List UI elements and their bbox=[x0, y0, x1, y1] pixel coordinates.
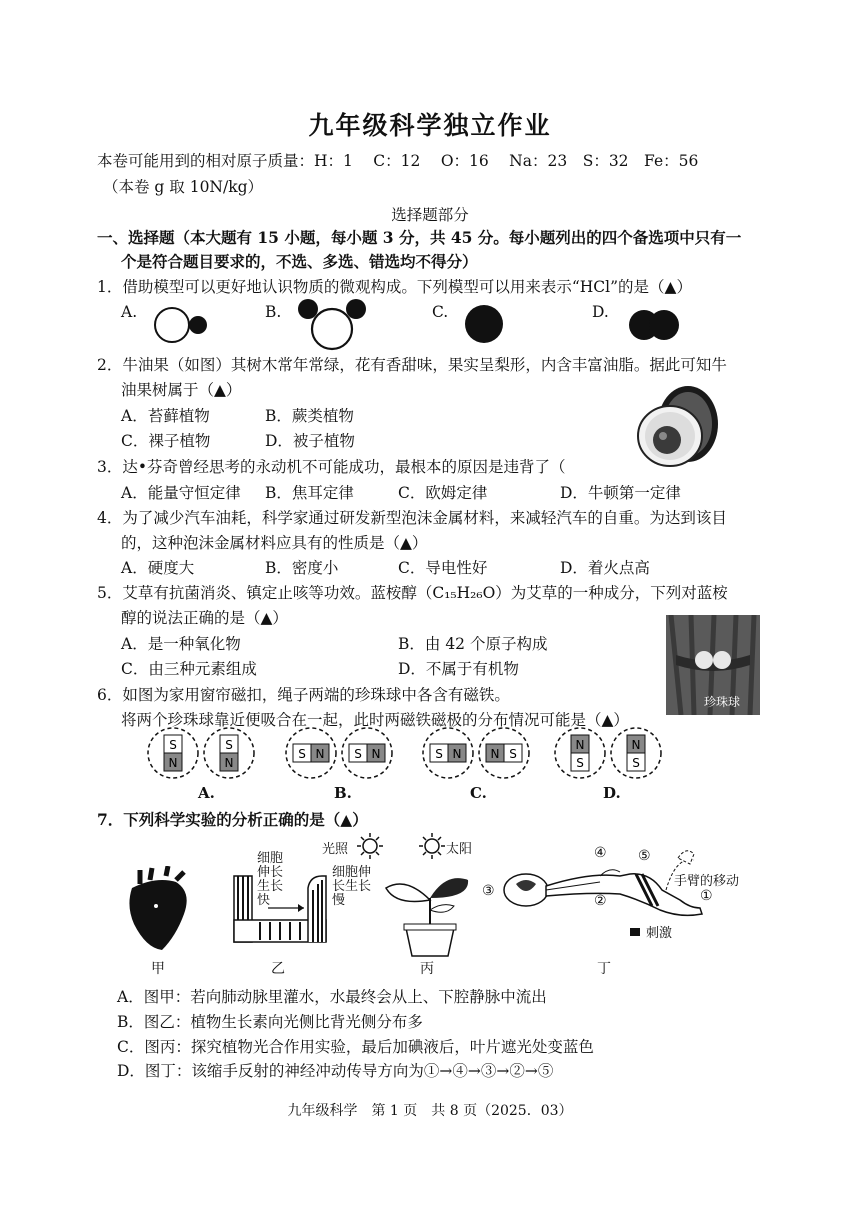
q6-label-a: A. bbox=[198, 784, 215, 802]
q6-label-d: D. bbox=[603, 784, 621, 802]
growth-left-line2: 伸长 bbox=[257, 865, 284, 880]
magnet-c2-left: N bbox=[490, 747, 500, 761]
q2-option-c: C．裸子植物 bbox=[121, 432, 211, 450]
model-d-image bbox=[626, 308, 682, 342]
q6-label-b: B. bbox=[334, 784, 352, 802]
fig-label-ding: 丁 bbox=[597, 961, 611, 977]
q2-option-d: D．被子植物 bbox=[265, 432, 355, 450]
magnet-d1-bottom: S bbox=[576, 756, 584, 770]
magnet-b1-right: N bbox=[315, 747, 325, 761]
q1-label-b: B. bbox=[265, 303, 282, 321]
q6-label-c: C. bbox=[470, 784, 487, 802]
q4-option-a: A．硬度大 bbox=[121, 559, 195, 577]
sun-icon bbox=[356, 832, 384, 860]
arm-move-label: 手臂的移动 bbox=[674, 874, 740, 889]
page-footer: 九年级科学 第 1 页 共 8 页（2025．03） bbox=[287, 1103, 573, 1119]
q3-stem: 3．达•芬奇曾经思考的永动机不可能成功，最根本的原因是违背了（ bbox=[97, 458, 566, 476]
q5-stem-line1: 5．艾草有抗菌消炎、镇定止咳等功效。蓝桉醇（C₁₅H₂₆O）为艾草的一种成分，下列对蓝桉 bbox=[97, 584, 728, 602]
growth-right-label bbox=[332, 866, 376, 908]
model-a-image bbox=[150, 305, 210, 345]
magnet-a1-bottom: N bbox=[168, 756, 178, 770]
stimulus-label: 刺激 bbox=[646, 926, 673, 941]
magnet-option-a bbox=[145, 725, 257, 781]
magnet-d2-bottom: S bbox=[632, 756, 640, 770]
q5-option-c: C．由三种元素组成 bbox=[121, 660, 257, 678]
q5-option-b: B．由 42 个原子构成 bbox=[398, 635, 548, 653]
reflex-num-1: ① bbox=[700, 888, 713, 904]
q1-stem: 1．借助模型可以更好地认识物质的微观构成。下列模型可以用来表示“HCl”的是（▲） bbox=[97, 278, 692, 296]
q1-label-c: C. bbox=[432, 303, 449, 321]
magnet-c1-right: N bbox=[452, 747, 462, 761]
q4-stem-line1: 4．为了减少汽车油耗，科学家通过研发新型泡沫金属材料，来减轻汽车的自重。为达到该目 bbox=[97, 509, 727, 527]
part1-header-line1: 一、选择题（本大题有 15 小题，每小题 3 分，共 45 分。每小题列出的四个备选项中只有一 bbox=[97, 228, 742, 247]
avocado-image bbox=[632, 380, 722, 470]
growth-left-line3: 生长 bbox=[257, 879, 284, 894]
q3-option-a: A．能量守恒定律 bbox=[121, 484, 241, 502]
q2-option-a: A．苔藓植物 bbox=[121, 407, 210, 425]
growth-left-label bbox=[257, 852, 287, 908]
magnet-option-b bbox=[283, 725, 395, 781]
model-b-image bbox=[296, 296, 368, 352]
fig-label-jia: 甲 bbox=[151, 961, 165, 977]
q4-option-c: C．导电性好 bbox=[398, 559, 488, 577]
q7-option-b: B．图乙：植物生长素向光侧比背光侧分布多 bbox=[117, 1013, 423, 1031]
reflex-num-3: ③ bbox=[482, 883, 495, 899]
q3-option-b: B．焦耳定律 bbox=[265, 484, 354, 502]
magnet-b2-right: N bbox=[371, 747, 381, 761]
growth-left-line4: 快 bbox=[257, 893, 271, 908]
magnet-b2-left: S bbox=[354, 747, 362, 761]
heart-image bbox=[126, 866, 196, 952]
g-note: （本卷 g 取 10N/kg） bbox=[103, 178, 264, 196]
sun-icon-2 bbox=[418, 832, 446, 860]
q2-option-b: B．蕨类植物 bbox=[265, 407, 354, 425]
atomic-mass-line: 本卷可能用到的相对原子质量：H：1 C：12 O：16 Na：23 S：32 Fe：56 bbox=[97, 152, 699, 170]
q7-option-c: C．图丙：探究植物光合作用实验，最后加碘液后，叶片遮光处变蓝色 bbox=[117, 1038, 594, 1056]
q6-stem-line2: 将两个珍珠球靠近便吸合在一起，此时两磁铁磁极的分布情况可能是（▲） bbox=[121, 711, 629, 729]
q4-option-b: B．密度小 bbox=[265, 559, 339, 577]
growth-left-line1: 细胞 bbox=[257, 851, 284, 866]
section-title: 选择题部分 bbox=[391, 206, 469, 224]
magnet-a2-bottom: N bbox=[224, 756, 234, 770]
growth-right-line3: 慢 bbox=[332, 893, 346, 908]
q6-stem-line1: 6．如图为家用窗帘磁扣，绳子两端的珍珠球中各含有磁铁。 bbox=[97, 686, 510, 704]
magnet-d2-top: N bbox=[631, 738, 641, 752]
q5-stem-line2: 醇的说法正确的是（▲） bbox=[121, 609, 288, 627]
magnet-d1-top: N bbox=[575, 738, 585, 752]
sun-label: 太阳 bbox=[446, 842, 473, 857]
q1-label-d: D. bbox=[592, 303, 609, 321]
q4-stem-line2: 的，这种泡沫金属材料应具有的性质是（▲） bbox=[121, 534, 428, 552]
potted-plant-image bbox=[376, 862, 486, 958]
magnet-b1-left: S bbox=[298, 747, 306, 761]
q7-option-a: A．图甲：若向肺动脉里灌水，水最终会从上、下腔静脉中流出 bbox=[117, 988, 547, 1006]
page-title: 九年级科学独立作业 bbox=[308, 111, 552, 140]
fig-label-bing: 丙 bbox=[420, 961, 434, 977]
magnet-option-c bbox=[420, 725, 532, 781]
q1-label-a: A. bbox=[121, 303, 138, 321]
q5-option-a: A．是一种氧化物 bbox=[121, 635, 241, 653]
magnet-a2-top: S bbox=[225, 738, 233, 752]
reflex-num-5: ⑤ bbox=[638, 848, 651, 864]
curtain-photo-label: 珍珠球 bbox=[704, 695, 741, 709]
q4-option-d: D．着火点高 bbox=[560, 559, 650, 577]
q7-stem: 7．下列科学实验的分析正确的是（▲） bbox=[97, 810, 368, 829]
light-label: 光照 bbox=[322, 842, 349, 857]
q3-option-d: D．牛顿第一定律 bbox=[560, 484, 681, 502]
magnet-c1-left: S bbox=[435, 747, 443, 761]
reflex-num-4: ④ bbox=[594, 845, 607, 861]
fig-label-yi: 乙 bbox=[271, 961, 285, 977]
q2-stem-line1: 2．牛油果（如图）其树木常年常绿，花有香甜味，果实呈梨形，内含丰富油脂。据此可知牛 bbox=[97, 356, 727, 374]
q2-stem-line2: 油果树属于（▲） bbox=[121, 381, 242, 399]
q5-option-d: D．不属于有机物 bbox=[398, 660, 519, 678]
q3-option-c: C．欧姆定律 bbox=[398, 484, 488, 502]
magnet-c2-right: S bbox=[509, 747, 517, 761]
part1-header-line2: 个是符合题目要求的，不选、多选、错选均不得分） bbox=[121, 252, 478, 271]
magnet-option-d bbox=[552, 725, 664, 781]
curtain-photo bbox=[666, 615, 760, 715]
magnet-a1-top: S bbox=[169, 738, 177, 752]
reflex-num-2: ② bbox=[594, 893, 607, 909]
growth-right-line1: 细胞伸 bbox=[332, 865, 372, 880]
growth-right-line2: 长生长 bbox=[332, 879, 372, 894]
model-c-image bbox=[462, 302, 506, 346]
q7-option-d: D．图丁：该缩手反射的神经冲动传导方向为①→④→③→②→⑤ bbox=[117, 1062, 554, 1080]
